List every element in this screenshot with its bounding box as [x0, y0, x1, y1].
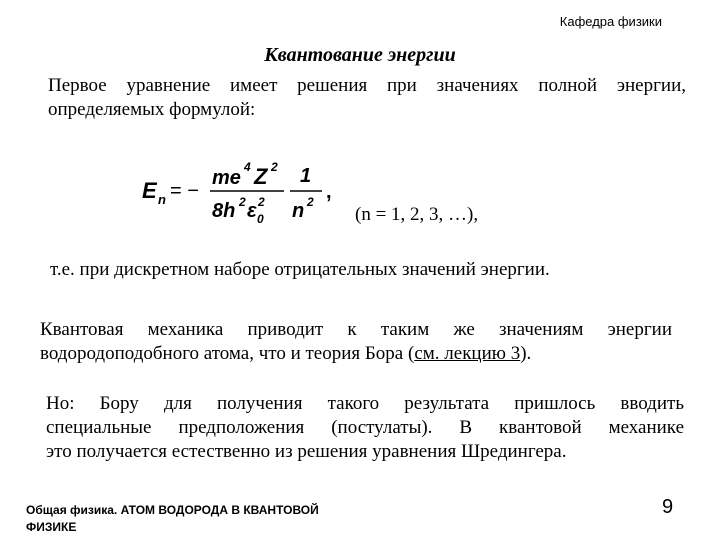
formula-denominator-epsilon-subscript: 0: [257, 212, 264, 226]
formula-comma: ,: [326, 181, 332, 203]
formula-denominator-epsilon-exponent: 2: [258, 195, 265, 209]
footer-course-title: [26, 502, 386, 536]
formula-lhs: E: [142, 178, 157, 203]
paragraph-line-text: водородоподобного атома, что и теория Бора (: [40, 343, 415, 364]
paragraph-line-text: ).: [520, 343, 532, 364]
paragraph-line: определяемых формулой:: [48, 99, 256, 120]
n-values: (n = 1, 2, 3, …),: [355, 204, 479, 225]
paragraph-quantum-mechanics: [40, 318, 672, 366]
lecture-3-link[interactable]: см. лекцию 3: [414, 343, 521, 364]
paragraph-line: Квантовая механика приводит к таким же значениям энергии: [40, 319, 672, 340]
energy-formula: [140, 160, 340, 230]
formula-numerator-z-exponent: 2: [271, 160, 278, 174]
paragraph-energy-solutions: [48, 74, 686, 122]
formula-second-numerator: 1: [300, 165, 312, 187]
paragraph-bohr-postulates: [46, 392, 684, 464]
slide-title: Квантование энергии: [264, 44, 456, 66]
formula-lhs-subscript: n: [158, 192, 166, 207]
paragraph-line: [40, 342, 672, 366]
department-label: Кафедра физики: [559, 14, 662, 29]
formula-numerator-z: Z: [254, 164, 268, 189]
formula-denominator-8h: 8h: [212, 200, 236, 222]
footer-course-line: ФИЗИКЕ: [26, 520, 77, 534]
formula-second-denominator-exponent: 2: [307, 195, 314, 209]
paragraph-line: специальные предположения (постулаты). В квантовой механике: [46, 417, 684, 438]
formula-numerator-me: me: [212, 167, 241, 189]
formula-second-denominator: n: [292, 200, 305, 222]
paragraph-line: Но: Бору для получения такого результата пришлось вводить: [46, 393, 684, 414]
paragraph-discrete-energies: [50, 258, 650, 282]
formula-numerator-me-exponent: 4: [244, 160, 251, 174]
formula-equals-minus: = −: [170, 180, 199, 202]
paragraph-text: т.е. при дискретном наборе отрицательных значений энергии.: [50, 259, 550, 280]
formula-denominator-8h-exponent: 2: [239, 195, 246, 209]
formula-denominator-epsilon: ε: [247, 200, 257, 222]
paragraph-line: это получается естественно из решения уравнения Шредингера.: [46, 441, 567, 462]
page-number: 9: [662, 496, 674, 518]
footer-course-line: Общая физика. АТОМ ВОДОРОДА В КВАНТОВОЙ: [26, 503, 319, 517]
paragraph-line: Первое уравнение имеет решения при значениях полной энергии,: [48, 75, 686, 96]
